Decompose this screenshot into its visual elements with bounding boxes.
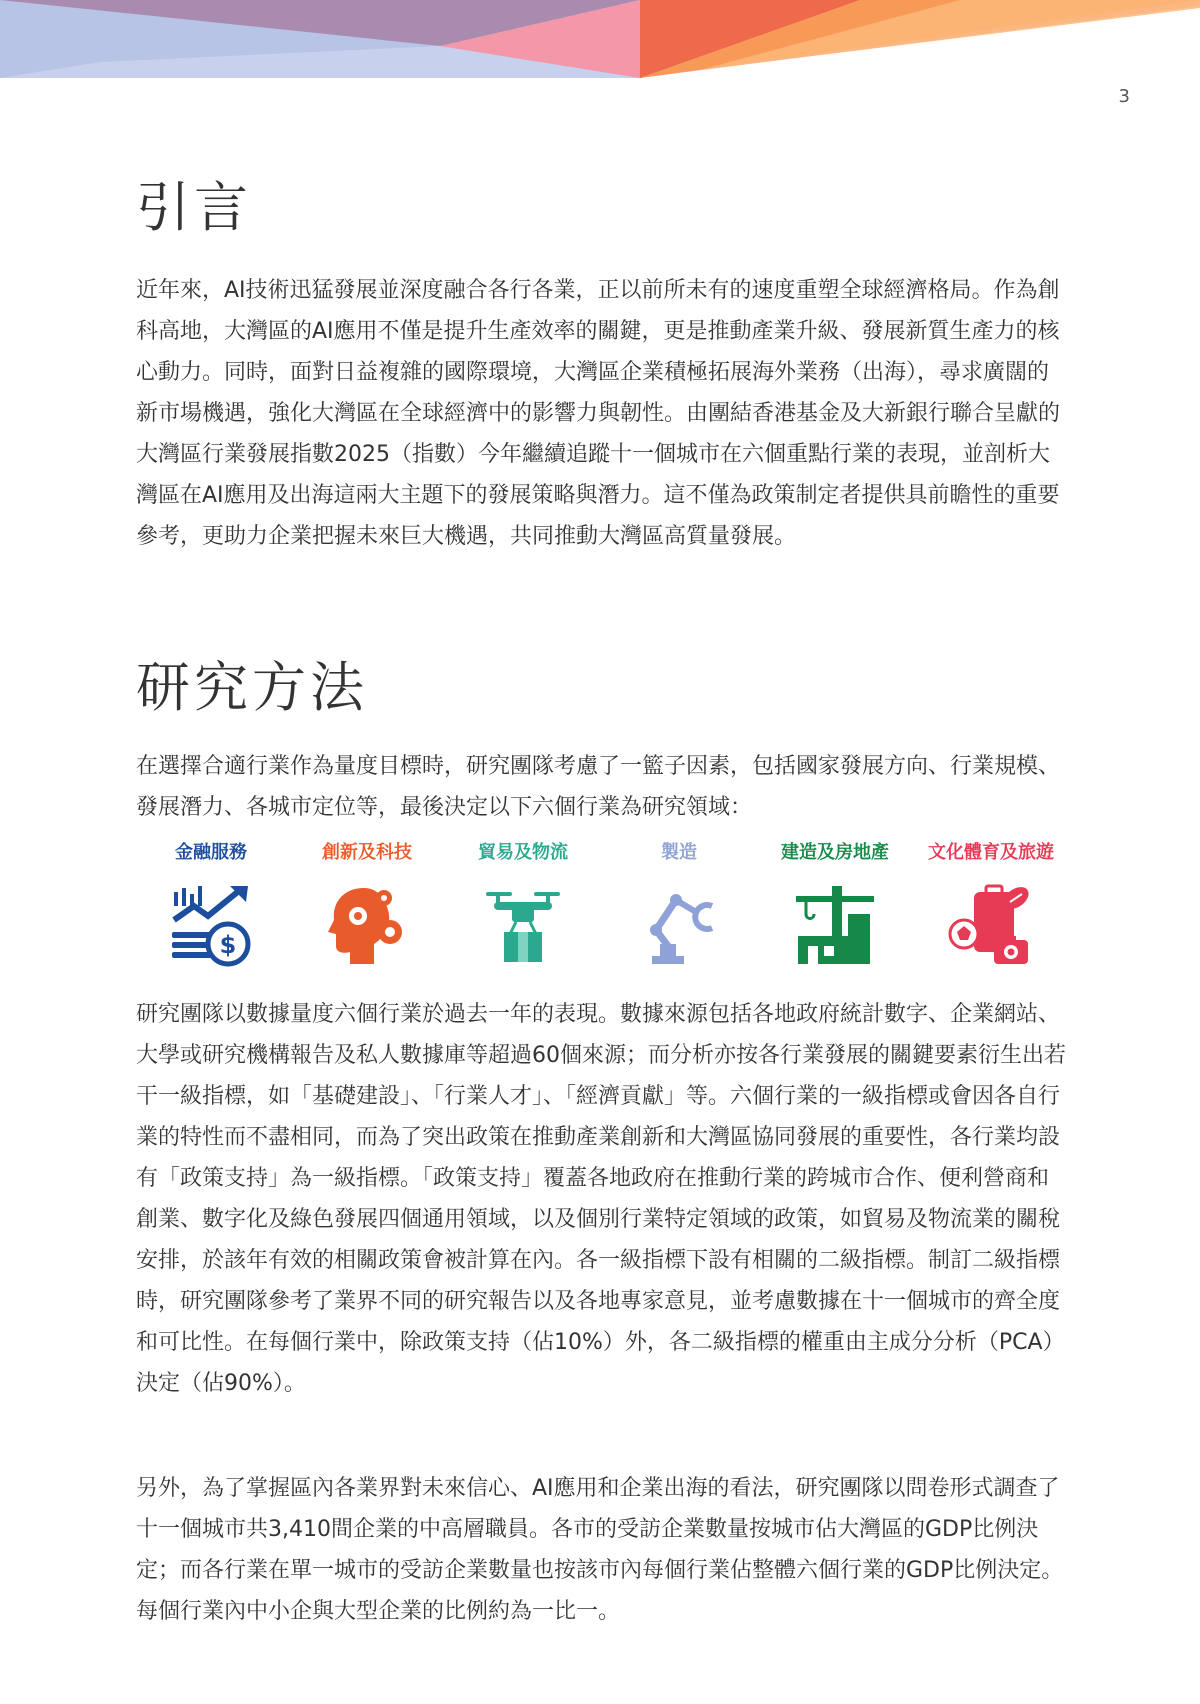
industry-label-manufacturing: 製造 xyxy=(661,842,697,863)
industry-trade xyxy=(448,838,598,978)
industry-manufacturing xyxy=(604,838,754,978)
intro-paragraph: 近年來，AI技術迅猛發展並深度融合各行各業，正以前所未有的速度重塑全球經濟格局。作為創科高地，大灣區的AI應用不僅是提升生產效率的關鍵，更是推動產業升級、發展新質生產力的核心動力。同時，面對日益複雜的國際環境，大灣區企業積極拓展海外業務（出海），尋求廣闊的新市場機遇，強化大灣區在全球經濟中的影響力與韌性。由團結香港基金及大新銀行聯合呈獻的大灣區行業發展指數2025（指數）今年繼續追蹤十一個城市在六個重點行業的表現，並剖析大灣區在AI應用及出海這兩大主題下的發展策略與潛力。這不僅為政策制定者提供具前瞻性的重要參考，更助力企業把握未來巨大機遇，共同推動大灣區高質量發展。 xyxy=(136,278,1061,549)
industry-culture xyxy=(916,838,1066,978)
sports-travel-icon xyxy=(948,882,1034,968)
industry-label-construction: 建造及房地產 xyxy=(781,842,889,863)
intro-heading: 引言 xyxy=(136,176,252,239)
industry-label-innovation: 創新及科技 xyxy=(322,842,412,863)
method-heading: 研究方法 xyxy=(136,656,368,719)
decorative-banner xyxy=(0,0,1200,80)
method-paragraph-3: 另外，為了掌握區內各業界對未來信心、AI應用和企業出海的看法，研究團隊以問卷形式調查了十一個城市共3,410間企業的中高層職員。各市的受訪企業數量按城市佔大灣區的GDP比例決定；而各行業在單一城市的受訪企業數量也按該市內每個行業佔整體六個行業的GDP比例決定。每個行業內中小企與大型企業的比例約為一比一。 xyxy=(136,1476,1064,1624)
page-number: 3 xyxy=(1118,86,1130,107)
method-paragraph-2: 研究團隊以數據量度六個行業於過去一年的表現。數據來源包括各地政府統計數字、企業網站、大學或研究機構報告及私人數據庫等超過60個來源；而分析亦按各行業發展的關鍵要素衍生出若干一級指標，如「基礎建設」、「行業人才」、「經濟貢獻」等。六個行業的一級指標或會因各自行業的特性而不盡相同，而為了突出政策在推動產業創新和大灣區協同發展的重要性，各行業均設有「政策支持」為一級指標。「政策支持」覆蓋各地政府在推動行業的跨城市合作、便利營商和創業、數字化及綠色發展四個通用領域，以及個別行業特定領域的政策，如貿易及物流業的關稅安排，於該年有效的相關政策會被計算在內。各一級指標下設有相關的二級指標。制訂二級指標時，研究團隊參考了業界不同的研究報告以及各地專家意見，並考慮數據在十一個城市的齊全度和可比性。在每個行業中，除政策支持（佔10%）外，各二級指標的權重由主成分分析（PCA）決定（佔90%）。 xyxy=(136,1002,1066,1396)
industry-label-trade: 貿易及物流 xyxy=(478,842,568,863)
innovation-head-gears-icon xyxy=(324,882,410,968)
industry-finance xyxy=(136,838,286,978)
method-paragraph-1: 在選擇合適行業作為量度目標時，研究團隊考慮了一籃子因素，包括國家發展方向、行業規模、發展潛力、各城市定位等，最後決定以下六個行業為研究領域： xyxy=(136,754,1061,820)
robotic-arm-icon xyxy=(636,882,722,968)
industry-icon-row xyxy=(136,838,1066,978)
drone-delivery-icon xyxy=(480,882,566,968)
industry-label-finance: 金融服務 xyxy=(175,842,247,863)
svg-text:$: $ xyxy=(219,931,237,959)
industry-label-culture: 文化體育及旅遊 xyxy=(928,842,1054,863)
crane-construction-icon xyxy=(792,882,878,968)
finance-growth-icon xyxy=(168,882,254,968)
industry-construction xyxy=(760,838,910,978)
industry-innovation xyxy=(292,838,442,978)
